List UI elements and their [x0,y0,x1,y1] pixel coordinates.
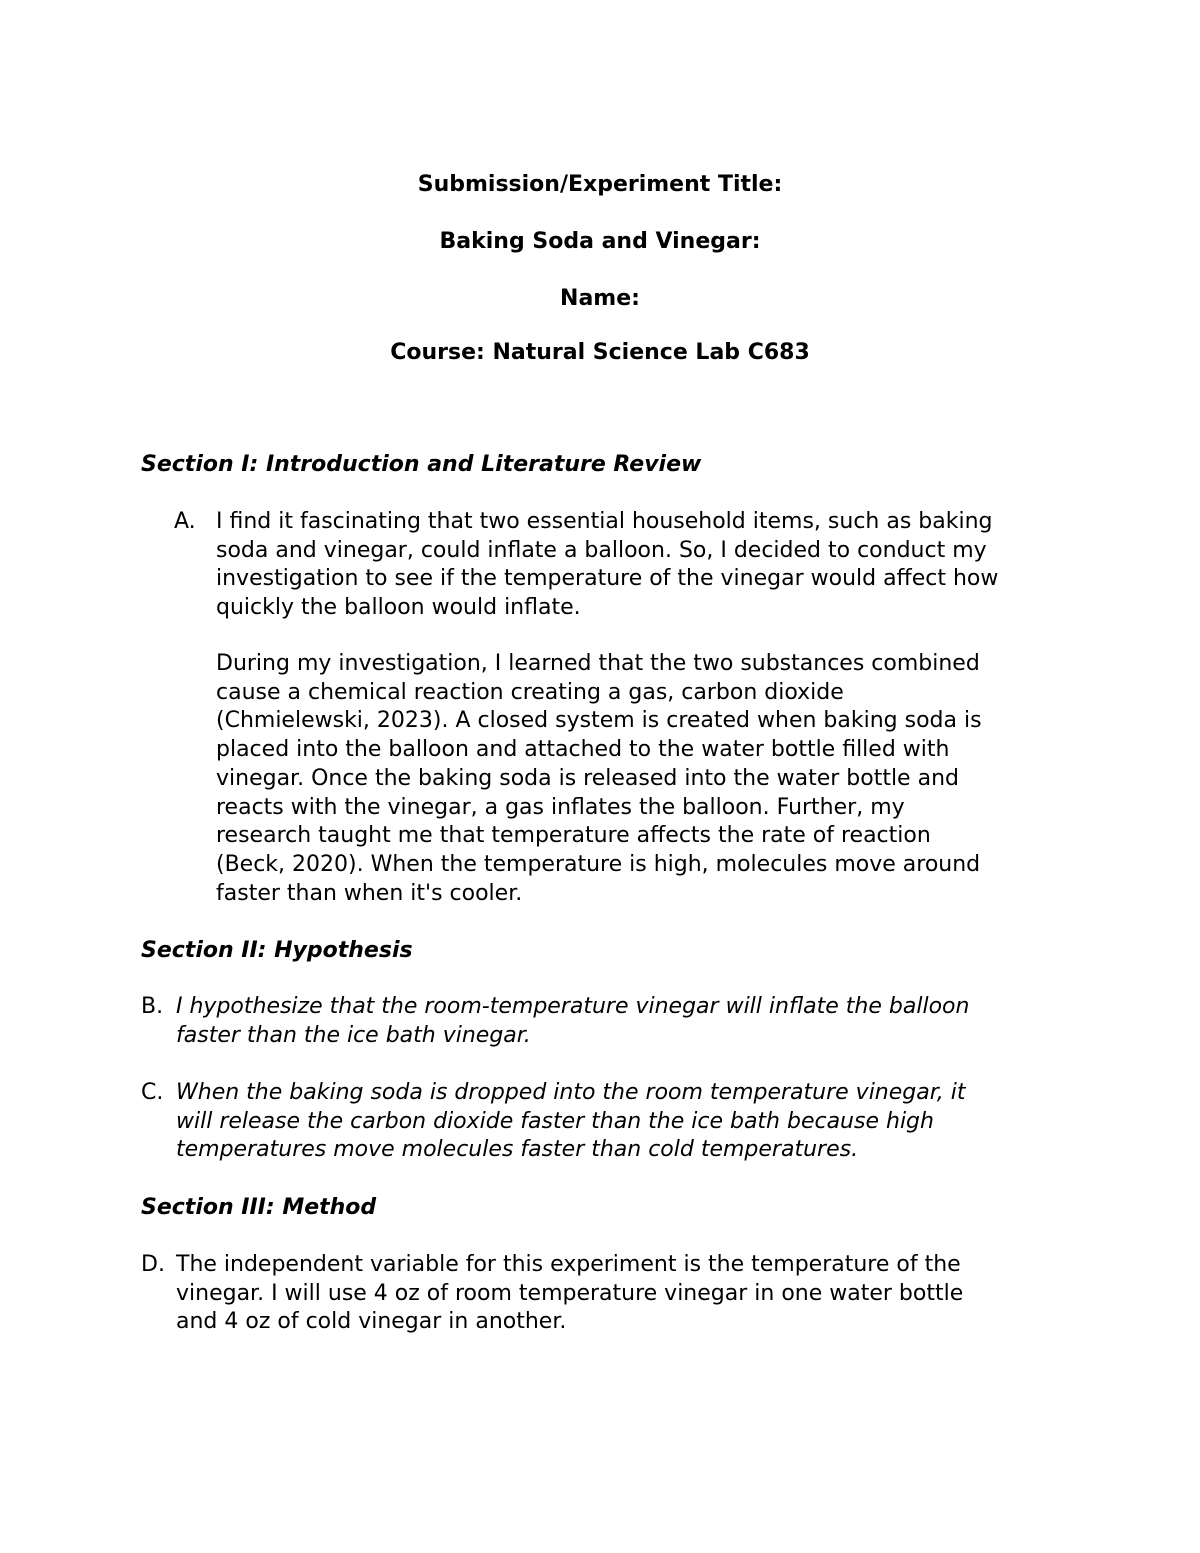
experiment-title: Baking Soda and Vinegar: [439,229,761,254]
list-marker-d: D. [141,1252,165,1277]
paragraph-line: When the baking soda is dropped into the room temperature vinegar, it [176,1080,966,1105]
submission-title: Submission/Experiment Title: [417,172,783,197]
hypothesis-paragraph [176,993,969,1050]
paragraph-line: temperatures move molecules faster than cold temperatures. [176,1137,859,1163]
paragraph-line: faster than when it's cooler. [216,880,523,906]
method-paragraph [176,1251,963,1337]
paragraph-line: will release the carbon dioxide faster than the ice bath because high [176,1108,934,1134]
paragraph-line: The independent variable for this experiment is the temperature of the [176,1252,961,1277]
rationale-paragraph [176,1079,965,1165]
list-marker-c: C. [141,1080,164,1105]
paragraph-line: investigation to see if the temperature of the vinegar would affect how [216,566,999,592]
course-line: Course: Natural Science Lab C683 [390,340,810,365]
paragraph-line: vinegar. Once the baking soda is released into the water bottle and [216,765,959,791]
name-label: Name: [560,286,640,311]
paragraph-line: vinegar. I will use 4 oz of room temperature vinegar in one water bottle [176,1280,964,1306]
section-1-paragraph-1 [216,508,998,623]
paragraph-line: placed into the balloon and attached to the water bottle filled with [216,737,950,763]
paragraph-line: and 4 oz of cold vinegar in another. [176,1309,567,1335]
paragraph-line: reacts with the vinegar, a gas inflates the balloon. Further, my [216,794,905,820]
list-marker-a: A. [174,509,196,534]
list-marker-b: B. [141,994,164,1019]
paragraph-line: (Beck, 2020). When the temperature is high, molecules move around [216,851,981,877]
section-2-heading: Section II: Hypothesis [141,938,413,963]
paragraph-line: faster than the ice bath vinegar. [176,1022,531,1048]
paragraph-line: soda and vinegar, could inflate a balloon. So, I decided to conduct my [216,537,987,563]
paragraph-line: (Chmielewski, 2023). A closed system is created when baking soda is [216,708,982,734]
paragraph-line: cause a chemical reaction creating a gas, carbon dioxide [216,679,844,705]
section-1-heading: Section I: Introduction and Literature Review [141,452,702,477]
paragraph-line: During my investigation, I learned that the two substances combined [216,651,980,676]
paragraph-line: I hypothesize that the room-temperature vinegar will inflate the balloon [176,994,970,1019]
section-1-paragraph-2 [216,650,982,908]
paragraph-line: quickly the balloon would inflate. [216,595,581,621]
paragraph-line: research taught me that temperature affects the rate of reaction [216,823,931,849]
section-3-heading: Section III: Method [141,1195,377,1220]
paragraph-line: I find it fascinating that two essential household items, such as baking [216,509,993,534]
